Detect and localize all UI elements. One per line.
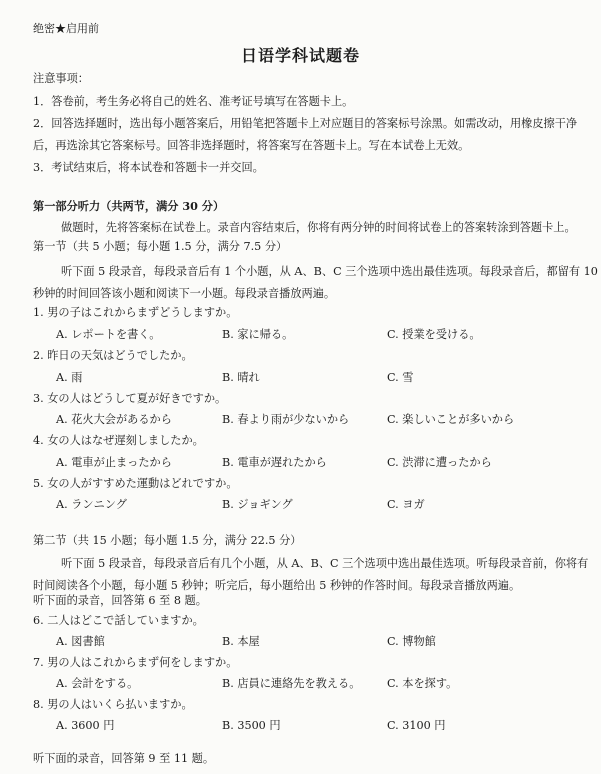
q5-option-b: B. ジョギング [222,498,293,511]
q8-option-c: C. 3100 円 [387,719,446,732]
section2-heading: 第二节（共 15 小题；每小题 1.5 分，满分 22.5 分） [33,534,302,547]
page-title: 日语学科试题卷 [240,46,360,65]
q1-option-c: C. 授業を受ける。 [387,328,481,341]
q3-option-b: B. 春より雨が少ないから [222,413,350,426]
section2-instructions: 听下面 5 段录音，每段录音后有几个小题，从 A、B、C 三个选项中选出最佳选项。听每段录音前，你将有时间阅读各个小题，每小题 5 秒钟；听完后，每小题给出 5 秒钟的作答时间。每段录音播放两遍。 [33,557,589,592]
q2-option-b: B. 晴れ [222,371,260,384]
notes-heading: 注意事项： [33,72,89,85]
q7-option-b: B. 店員に連絡先を教える。 [222,677,361,690]
q5-option-c: C. ヨガ [387,498,425,511]
question-8: 8. 男の人はいくら払いますか。 [33,698,193,711]
q3-option-a: A. 花火大会があるから [56,413,172,426]
q7-option-c: C. 本を探す。 [387,677,458,690]
q7-option-a: A. 会計をする。 [56,677,139,690]
question-1: 1. 男の子はこれからまずどうしますか。 [33,306,238,319]
section2-subheading-2: 听下面的录音，回答第 9 至 11 题。 [33,752,215,765]
part1-heading: 第一部分听力（共两节，满分 30 分） [33,199,225,213]
question-4: 4. 女の人はなぜ遅刻しましたか。 [33,434,204,447]
q8-option-a: A. 3600 円 [56,719,115,732]
q8-option-b: B. 3500 円 [222,719,281,732]
q6-option-b: B. 本屋 [222,635,260,648]
part1-intro: 做题时，先将答案标在试卷上。录音内容结束后，你将有两分钟的时间将试卷上的答案转涂到答题卡上。 [61,221,576,234]
q1-option-b: B. 家に帰る。 [222,328,294,341]
question-3: 3. 女の人はどうして夏が好きですか。 [33,392,227,405]
note-item-1: 1．答卷前，考生务必将自己的姓名、准考证号填写在答题卡上。 [33,95,354,108]
q4-option-c: C. 渋滞に遭ったから [387,456,492,469]
q4-option-b: B. 電車が遅れたから [222,456,327,469]
q2-option-a: A. 雨 [56,371,83,384]
section1-instructions: 听下面 5 段录音，每段录音后有 1 个小题，从 A、B、C 三个选项中选出最佳选项。每段录音后，都留有 10 秒钟的时间回答该小题和阅读下一小题。每段录音播放两遍。 [33,265,598,300]
confidential-stamp: 绝密★启用前 [33,22,99,35]
note-item-3: 3．考试结束后，将本试卷和答题卡一并交回。 [33,161,264,174]
question-7: 7. 男の人はこれからまず何をしますか。 [33,656,238,669]
section1-heading: 第一节（共 5 小题；每小题 1.5 分，满分 7.5 分） [33,240,288,253]
note-item-2: 2．回答选择题时，选出每小题答案后，用铅笔把答题卡上对应题目的答案标号涂黑。如需改动，用橡皮擦干净后，再选涂其它答案标号。回答非选择题时，将答案写在答题卡上。写在本试卷上无效。 [33,117,578,152]
q1-option-a: A. レポートを書く。 [56,328,161,341]
question-6: 6. 二人はどこで話していますか。 [33,614,204,627]
section2-subheading-1: 听下面的录音，回答第 6 至 8 题。 [33,594,207,607]
q3-option-c: C. 楽しいことが多いから [387,413,515,426]
q2-option-c: C. 雪 [387,371,414,384]
q5-option-a: A. ランニング [56,498,127,511]
question-2: 2. 昨日の天気はどうでしたか。 [33,349,193,362]
q6-option-a: A. 図書館 [56,635,105,648]
question-5: 5. 女の人がすすめた運動はどれですか。 [33,477,238,490]
q6-option-c: C. 博物館 [387,635,436,648]
q4-option-a: A. 電車が止まったから [56,456,172,469]
